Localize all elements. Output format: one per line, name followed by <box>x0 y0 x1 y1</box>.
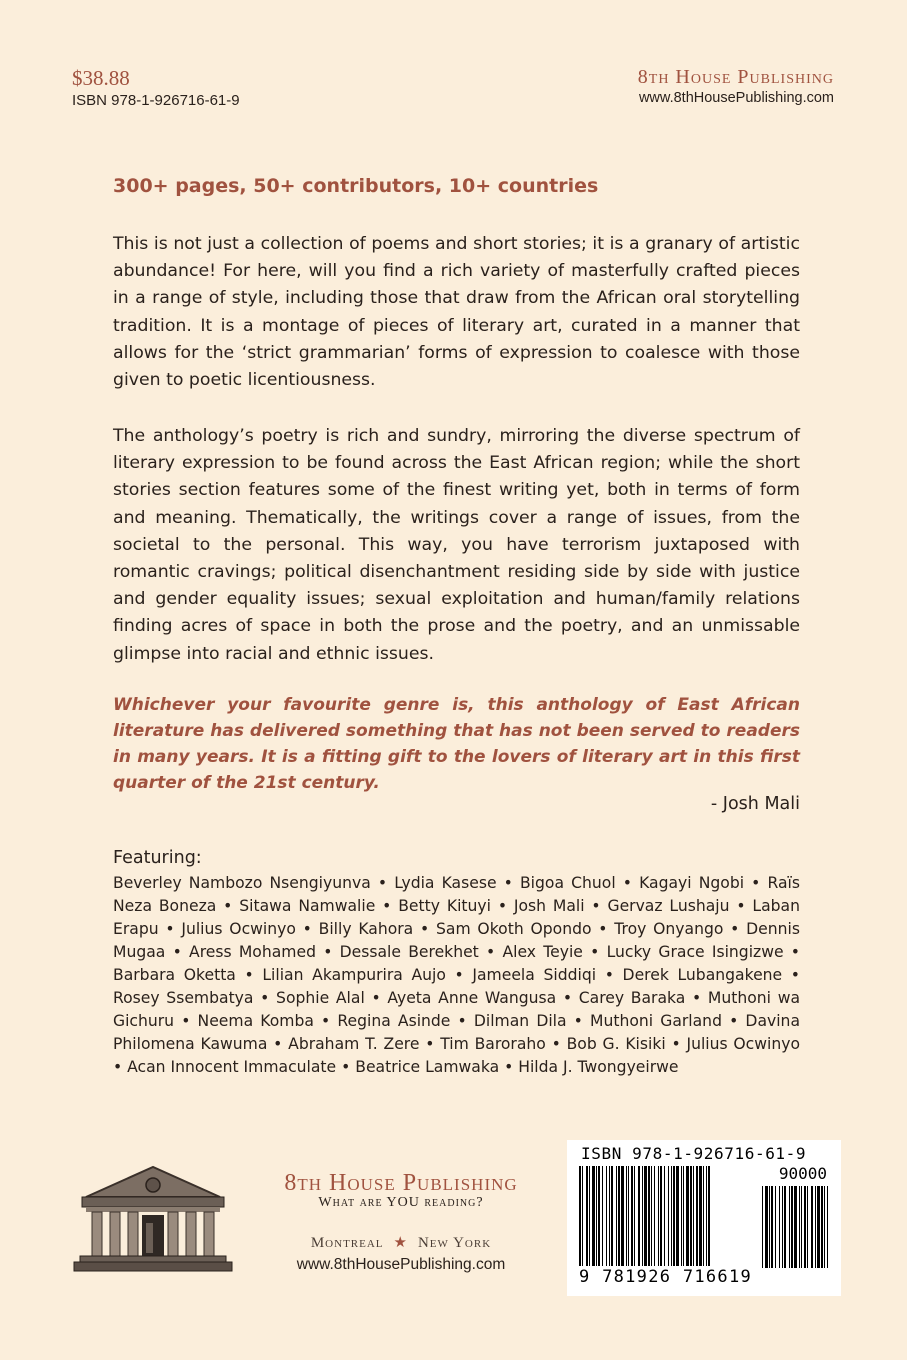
book-stats: 300+ pages, 50+ contributors, 10+ countries <box>113 175 599 197</box>
barcode-price-code: 90000 <box>778 1164 827 1183</box>
isbn-label: ISBN 978-1-926716-61-9 <box>72 92 240 109</box>
contributors-list: Beverley Nambozo Nsengiyunva • Lydia Kasese • Bigoa Chuol • Kagayi Ngobi • Raïs Neza Boneza • Sitawa Namwalie • Betty Kituyi • Josh Mali • Gervaz Lushaju • Laban Erapu • Julius Ocwinyo • Billy Kahora • Sam Okoth Opondo • Troy Onyango • Dennis Mugaa • Aress Mohamed • Dessale Berekhet • Alex Teyie • Lucky Grace Isingizwe • Barbara Oketta • Lilian Akampurira Aujo • Jameela Siddiqi • Derek Lubangakene • Rosey Ssembatya • Sophie Alal • Ayeta Anne Wangusa • Carey Baraka • Muthoni wa Gichuru • Neema Komba • Regina Asinde • Dilman Dila • Muthoni Garland • Davina Philomena Kawuma • Abraham T. Zere • Tim Baroraho • Bob G. Kisiki • Julius Ocwinyo • Acan Innocent Immaculate • Beatrice Lamwaka • Hilda J. Twongyeirwe <box>113 874 800 1076</box>
footer-cities <box>236 1233 566 1252</box>
publisher-name: 8th House Publishing <box>637 66 834 88</box>
city-new-york: New York <box>417 1235 492 1251</box>
footer-publisher-name: 8th House Publishing <box>284 1170 518 1196</box>
barcode <box>567 1140 841 1296</box>
barcode-number: 9 781926 716619 <box>579 1267 753 1287</box>
publisher-footer <box>236 1170 566 1274</box>
description-paragraph-2: The anthology’s poetry is rich and sundry, mirroring the diverse spectrum of literary expression to be found across the East African region; while the short stories section features some of the finest writing yet, both in terms of form and meaning. Thematically, the writings cover a range of issues, from the societal to the personal. This way, you have terrorism juxtaposed with romantic cravings; political disenchantment residing side by side with justice and gender equality issues; sexual exploitation and human/family relations finding acres of space in both the prose and the poetry, and an unmissable glimpse into racial and ethnic issues. <box>113 426 800 664</box>
publisher-header <box>638 66 834 106</box>
star-icon: ★ <box>393 1235 408 1251</box>
price-label: $38.88 <box>72 66 130 90</box>
footer-url: www.8thHousePublishing.com <box>296 1256 506 1273</box>
temple-logo-icon <box>72 1163 234 1275</box>
description-paragraph-1: This is not just a collection of poems and short stories; it is a granary of artistic abundance! For here, will you find a rich variety of masterfully crafted pieces in a range of style, including those that draw from the African oral storytelling tradition. It is a montage of pieces of literary art, curated in a manner that allows for the ‘strict grammarian’ forms of expression to coalesce with those given to poetic licentiousness. <box>113 234 800 391</box>
publisher-url: www.8thHousePublishing.com <box>638 90 834 106</box>
quote-attribution: - Josh Mali <box>710 794 800 814</box>
barcode-isbn: ISBN 978-1-926716-61-9 <box>581 1144 807 1163</box>
review-quote: Whichever your favourite genre is, this anthology of East African literature has delivered something that has not been served to readers in many years. It is a fitting gift to the lovers of literary art in this first quarter of the 21st century. <box>113 695 800 793</box>
city-montreal: Montreal <box>310 1235 384 1251</box>
featuring-label: Featuring: <box>113 848 202 868</box>
barcode-bars <box>577 1164 831 1270</box>
footer-tagline: What are YOU reading? <box>318 1195 484 1210</box>
